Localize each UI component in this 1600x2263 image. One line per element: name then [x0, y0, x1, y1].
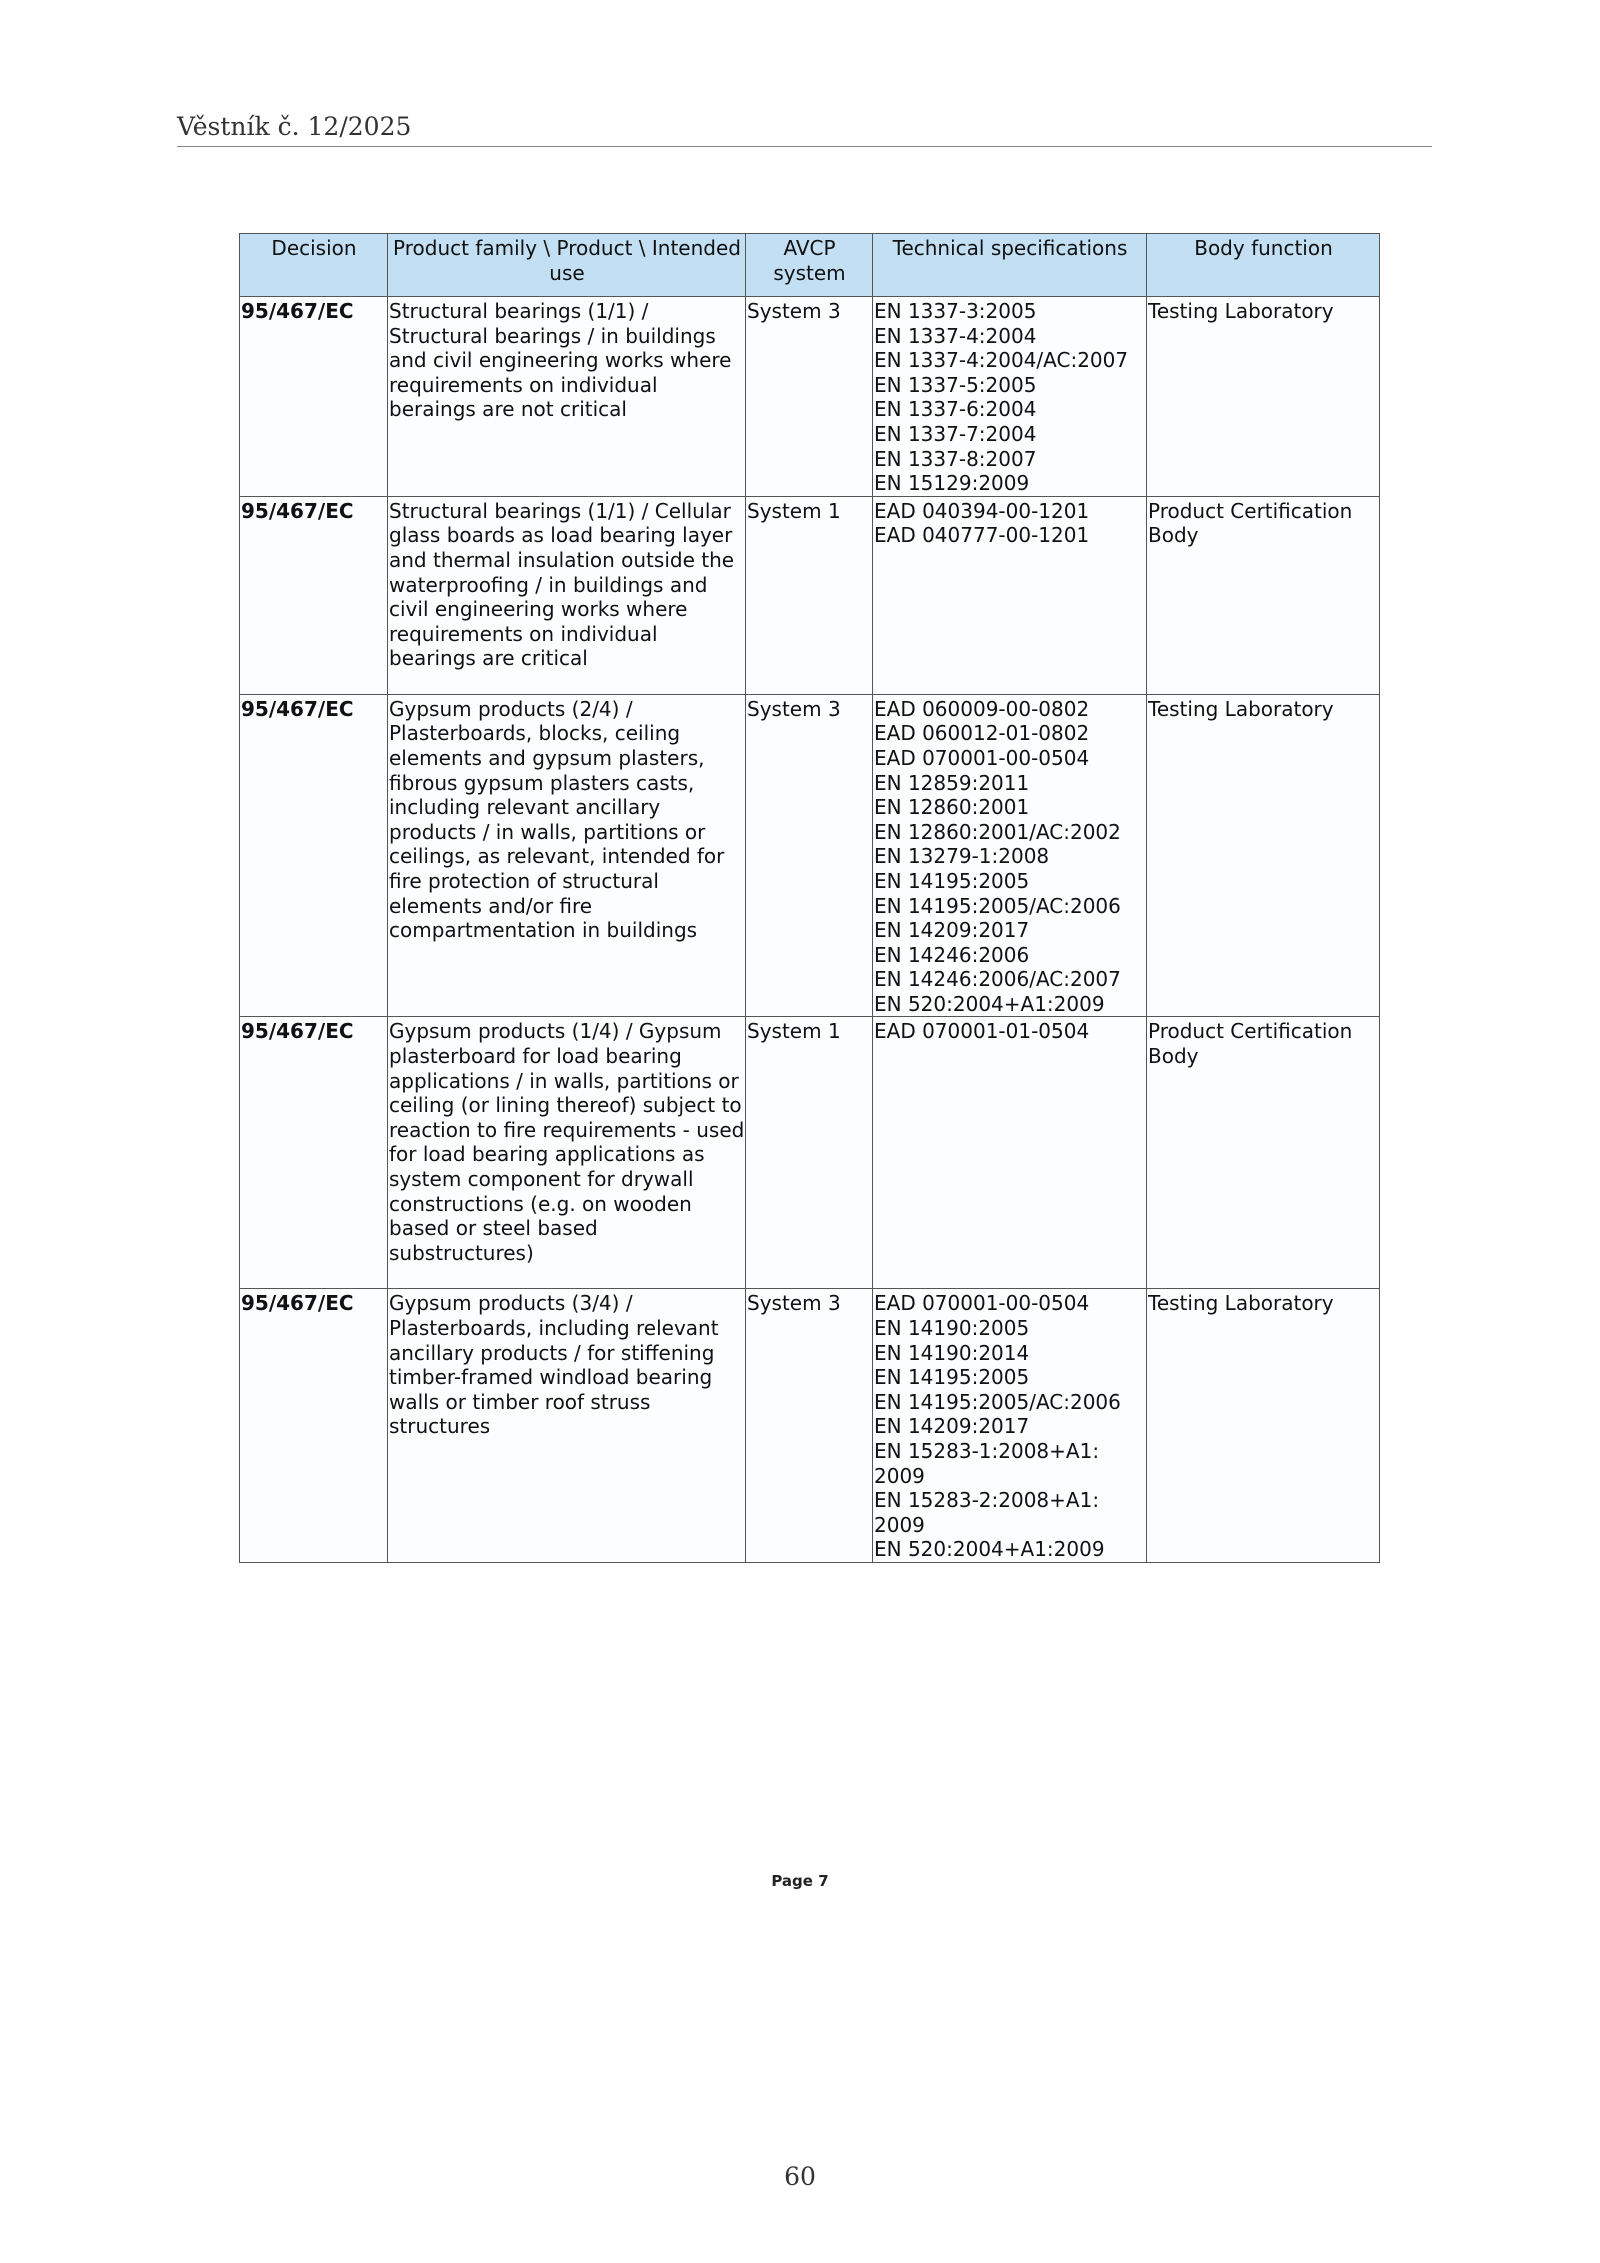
spec-item: EN 1337-5:2005 [874, 372, 1037, 397]
decision-cell: 95/467/EC [240, 297, 388, 497]
spec-item: EN 14246:2006 [874, 942, 1030, 967]
col-product: Product family \ Product \ Intended use [388, 234, 746, 297]
spec-item: EN 15283-1:2008+A1: 2009 [874, 1439, 1100, 1488]
spec-item: EN 14195:2005/AC:2006 [874, 1389, 1121, 1414]
spec-item: EN 14195:2005 [874, 868, 1030, 893]
avcp-cell: System 3 [746, 1289, 873, 1563]
journal-title: Věstník č. 12/2025 [177, 112, 412, 141]
spec-item: EN 1337-6:2004 [874, 397, 1037, 422]
table-header-row [240, 234, 1380, 297]
table-row [240, 694, 1380, 1017]
page-label: Page 7 [771, 1872, 829, 1890]
avcp-cell: System 1 [746, 1017, 873, 1289]
spec-item: EN 520:2004+A1:2009 [874, 1537, 1105, 1562]
product-cell: Gypsum products (3/4) / Plasterboards, including relevant ancillary products / for stiffening timber-framed windload bearing walls or timber roof struss structures [388, 1289, 746, 1563]
spec-item: EN 1337-3:2005 [874, 299, 1037, 323]
spec-item: EAD 060012-01-0802 [874, 721, 1090, 746]
header-rule [177, 146, 1432, 147]
decision-cell: 95/467/EC [240, 496, 388, 694]
product-cell: Gypsum products (2/4) / Plasterboards, blocks, ceiling elements and gypsum plasters, fibrous gypsum plasters casts, including relevant ancillary products / in walls, partitions or ceilings, as relevant, intended for fire protection of structural elements and/or fire compartmentation in buildings [388, 694, 746, 1017]
col-decision: Decision [240, 234, 388, 297]
body-cell: Testing Laboratory [1147, 297, 1380, 497]
spec-item: EN 12859:2011 [874, 770, 1030, 795]
col-avcp: AVCP system [746, 234, 873, 297]
spec-item: EAD 070001-01-0504 [874, 1019, 1090, 1044]
avcp-cell: System 3 [746, 694, 873, 1017]
decision-cell: 95/467/EC [240, 1017, 388, 1289]
avcp-cell: System 3 [746, 297, 873, 497]
spec-item: EN 13279-1:2008 [874, 844, 1050, 869]
spec-item: EN 1337-4:2004/AC:2007 [874, 348, 1129, 373]
product-cell: Gypsum products (1/4) / Gypsum plasterboard for load bearing applications / in walls, partitions or ceiling (or lining thereof) subject to reaction to fire requirements - used for load bearing applications as system component for drywall constructions (e.g. on wooden based or steel based substructures) [388, 1017, 746, 1289]
specs-cell [873, 496, 1147, 694]
spec-item: EN 14190:2005 [874, 1316, 1030, 1341]
spec-item: EN 14190:2014 [874, 1340, 1030, 1365]
spec-item: EAD 070001-00-0504 [874, 1291, 1090, 1316]
decision-cell: 95/467/EC [240, 694, 388, 1017]
col-body: Body function [1147, 234, 1380, 297]
decision-cell: 95/467/EC [240, 1289, 388, 1563]
spec-item: EAD 040394-00-1201 [874, 498, 1090, 523]
spec-item: EN 14246:2006/AC:2007 [874, 967, 1121, 992]
specs-cell [873, 694, 1147, 1017]
spec-item: EN 14195:2005 [874, 1365, 1030, 1390]
specs-cell [873, 1017, 1147, 1289]
spec-item: EN 1337-8:2007 [874, 446, 1037, 471]
spec-item: EN 14209:2017 [874, 1414, 1030, 1439]
specs-cell [873, 297, 1147, 497]
product-cell: Structural bearings (1/1) / Structural bearings / in buildings and civil engineering works where requirements on individual beraings are not critical [388, 297, 746, 497]
avcp-table [239, 233, 1380, 1563]
product-cell: Structural bearings (1/1) / Cellular glass boards as load bearing layer and thermal insulation outside the waterproofing / in buildings and civil engineering works where requirements on individual bearings are critical [388, 496, 746, 694]
spec-item: EN 1337-4:2004 [874, 323, 1037, 348]
spec-item: EN 15283-2:2008+A1: 2009 [874, 1488, 1100, 1537]
spec-item: EAD 060009-00-0802 [874, 696, 1090, 721]
spec-item: EN 15129:2009 [874, 471, 1030, 496]
avcp-cell: System 1 [746, 496, 873, 694]
col-specs: Technical specifications [873, 234, 1147, 297]
page-number: 60 [784, 2162, 816, 2191]
spec-item: EAD 040777-00-1201 [874, 523, 1090, 548]
spec-item: EAD 070001-00-0504 [874, 745, 1090, 770]
body-cell: Product Certification Body [1147, 1017, 1380, 1289]
body-cell: Testing Laboratory [1147, 1289, 1380, 1563]
spec-item: EN 14195:2005/AC:2006 [874, 893, 1121, 918]
spec-item: EN 12860:2001/AC:2002 [874, 819, 1121, 844]
table-row [240, 1289, 1380, 1563]
table-row [240, 1017, 1380, 1289]
spec-item: EN 520:2004+A1:2009 [874, 991, 1105, 1016]
table-row [240, 496, 1380, 694]
specs-cell [873, 1289, 1147, 1563]
table-row [240, 297, 1380, 497]
body-cell: Product Certification Body [1147, 496, 1380, 694]
body-cell: Testing Laboratory [1147, 694, 1380, 1017]
spec-item: EN 12860:2001 [874, 795, 1030, 820]
spec-item: EN 1337-7:2004 [874, 421, 1037, 446]
spec-item: EN 14209:2017 [874, 918, 1030, 943]
